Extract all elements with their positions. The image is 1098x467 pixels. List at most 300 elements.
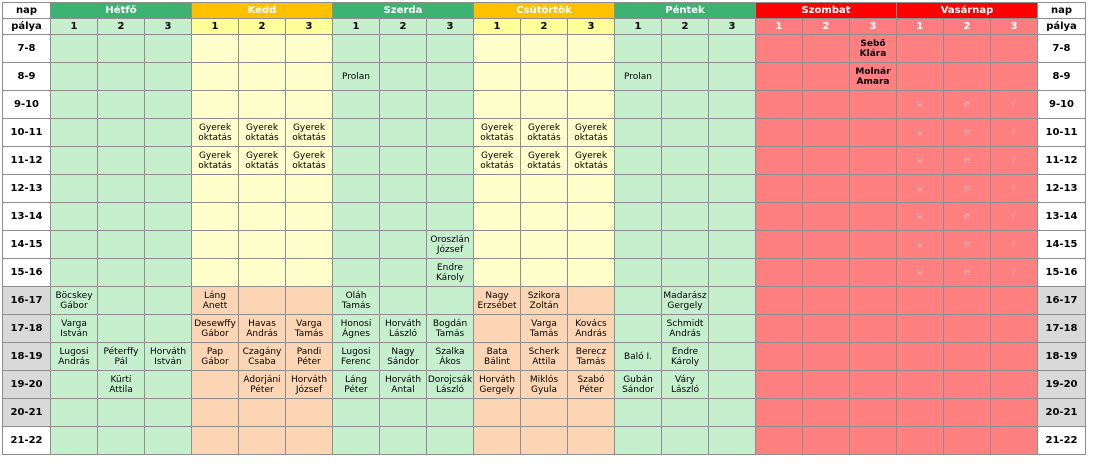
slot-cell[interactable] <box>239 203 286 231</box>
booking-cell[interactable] <box>192 147 239 175</box>
slot-cell[interactable] <box>427 63 474 91</box>
slot-cell[interactable] <box>286 63 333 91</box>
slot-cell[interactable] <box>239 35 286 63</box>
slot-cell[interactable] <box>145 119 192 147</box>
slot-cell[interactable] <box>427 287 474 315</box>
slot-cell[interactable] <box>991 287 1038 315</box>
slot-cell[interactable] <box>98 203 145 231</box>
booking-cell[interactable] <box>333 315 380 343</box>
slot-cell[interactable] <box>333 175 380 203</box>
slot-cell[interactable] <box>944 287 991 315</box>
booking-cell[interactable] <box>991 231 1038 259</box>
slot-cell[interactable] <box>756 343 803 371</box>
slot-cell[interactable] <box>521 91 568 119</box>
slot-cell[interactable] <box>944 35 991 63</box>
slot-cell[interactable] <box>897 371 944 399</box>
booking-cell[interactable] <box>897 147 944 175</box>
slot-cell[interactable] <box>380 119 427 147</box>
booking-cell[interactable] <box>427 343 474 371</box>
slot-cell[interactable] <box>51 119 98 147</box>
booking-cell[interactable] <box>239 315 286 343</box>
slot-cell[interactable] <box>145 399 192 427</box>
slot-cell[interactable] <box>427 91 474 119</box>
slot-cell[interactable] <box>709 287 756 315</box>
booking-cell[interactable] <box>474 147 521 175</box>
slot-cell[interactable] <box>991 371 1038 399</box>
slot-cell[interactable] <box>474 427 521 455</box>
booking-cell[interactable] <box>850 35 897 63</box>
booking-cell[interactable] <box>333 343 380 371</box>
slot-cell[interactable] <box>98 35 145 63</box>
slot-cell[interactable] <box>98 119 145 147</box>
booking-cell[interactable] <box>474 119 521 147</box>
slot-cell[interactable] <box>568 399 615 427</box>
slot-cell[interactable] <box>145 287 192 315</box>
slot-cell[interactable] <box>756 287 803 315</box>
slot-cell[interactable] <box>427 119 474 147</box>
slot-cell[interactable] <box>662 91 709 119</box>
booking-cell[interactable] <box>897 203 944 231</box>
booking-cell[interactable] <box>474 371 521 399</box>
slot-cell[interactable] <box>850 343 897 371</box>
slot-cell[interactable] <box>568 231 615 259</box>
slot-cell[interactable] <box>521 399 568 427</box>
booking-cell[interactable] <box>897 119 944 147</box>
booking-cell[interactable] <box>521 315 568 343</box>
slot-cell[interactable] <box>803 315 850 343</box>
slot-cell[interactable] <box>98 63 145 91</box>
booking-cell[interactable] <box>192 343 239 371</box>
slot-cell[interactable] <box>615 259 662 287</box>
booking-cell[interactable] <box>850 63 897 91</box>
slot-cell[interactable] <box>239 63 286 91</box>
booking-cell[interactable] <box>333 63 380 91</box>
slot-cell[interactable] <box>615 119 662 147</box>
slot-cell[interactable] <box>756 315 803 343</box>
slot-cell[interactable] <box>380 427 427 455</box>
slot-cell[interactable] <box>709 175 756 203</box>
slot-cell[interactable] <box>709 203 756 231</box>
booking-cell[interactable] <box>192 119 239 147</box>
booking-cell[interactable] <box>521 147 568 175</box>
slot-cell[interactable] <box>521 259 568 287</box>
slot-cell[interactable] <box>991 63 1038 91</box>
slot-cell[interactable] <box>286 399 333 427</box>
slot-cell[interactable] <box>756 35 803 63</box>
slot-cell[interactable] <box>98 147 145 175</box>
slot-cell[interactable] <box>662 231 709 259</box>
slot-cell[interactable] <box>803 371 850 399</box>
slot-cell[interactable] <box>803 203 850 231</box>
slot-cell[interactable] <box>756 399 803 427</box>
slot-cell[interactable] <box>333 427 380 455</box>
slot-cell[interactable] <box>850 259 897 287</box>
slot-cell[interactable] <box>145 427 192 455</box>
slot-cell[interactable] <box>568 259 615 287</box>
slot-cell[interactable] <box>239 231 286 259</box>
slot-cell[interactable] <box>474 399 521 427</box>
slot-cell[interactable] <box>239 175 286 203</box>
slot-cell[interactable] <box>897 427 944 455</box>
slot-cell[interactable] <box>51 371 98 399</box>
slot-cell[interactable] <box>474 91 521 119</box>
slot-cell[interactable] <box>850 427 897 455</box>
booking-cell[interactable] <box>944 119 991 147</box>
slot-cell[interactable] <box>803 231 850 259</box>
slot-cell[interactable] <box>709 147 756 175</box>
booking-cell[interactable] <box>991 119 1038 147</box>
booking-cell[interactable] <box>991 259 1038 287</box>
slot-cell[interactable] <box>286 35 333 63</box>
booking-cell[interactable] <box>991 175 1038 203</box>
slot-cell[interactable] <box>662 427 709 455</box>
booking-cell[interactable] <box>192 287 239 315</box>
slot-cell[interactable] <box>944 343 991 371</box>
slot-cell[interactable] <box>474 203 521 231</box>
slot-cell[interactable] <box>850 119 897 147</box>
slot-cell[interactable] <box>286 427 333 455</box>
slot-cell[interactable] <box>98 175 145 203</box>
slot-cell[interactable] <box>897 343 944 371</box>
slot-cell[interactable] <box>51 399 98 427</box>
slot-cell[interactable] <box>521 427 568 455</box>
slot-cell[interactable] <box>98 287 145 315</box>
slot-cell[interactable] <box>333 91 380 119</box>
slot-cell[interactable] <box>239 287 286 315</box>
slot-cell[interactable] <box>991 35 1038 63</box>
booking-cell[interactable] <box>568 343 615 371</box>
slot-cell[interactable] <box>333 119 380 147</box>
slot-cell[interactable] <box>615 35 662 63</box>
booking-cell[interactable] <box>286 119 333 147</box>
slot-cell[interactable] <box>991 399 1038 427</box>
slot-cell[interactable] <box>709 119 756 147</box>
slot-cell[interactable] <box>991 343 1038 371</box>
booking-cell[interactable] <box>521 371 568 399</box>
slot-cell[interactable] <box>568 203 615 231</box>
slot-cell[interactable] <box>98 399 145 427</box>
slot-cell[interactable] <box>521 63 568 91</box>
slot-cell[interactable] <box>756 259 803 287</box>
booking-cell[interactable] <box>286 343 333 371</box>
slot-cell[interactable] <box>662 119 709 147</box>
booking-cell[interactable] <box>239 371 286 399</box>
slot-cell[interactable] <box>803 35 850 63</box>
slot-cell[interactable] <box>850 371 897 399</box>
slot-cell[interactable] <box>192 399 239 427</box>
slot-cell[interactable] <box>51 147 98 175</box>
booking-cell[interactable] <box>145 343 192 371</box>
booking-cell[interactable] <box>521 119 568 147</box>
booking-cell[interactable] <box>897 175 944 203</box>
slot-cell[interactable] <box>145 63 192 91</box>
slot-cell[interactable] <box>51 91 98 119</box>
booking-cell[interactable] <box>239 343 286 371</box>
slot-cell[interactable] <box>192 35 239 63</box>
booking-cell[interactable] <box>286 147 333 175</box>
slot-cell[interactable] <box>897 399 944 427</box>
slot-cell[interactable] <box>756 91 803 119</box>
slot-cell[interactable] <box>333 231 380 259</box>
slot-cell[interactable] <box>850 175 897 203</box>
slot-cell[interactable] <box>850 91 897 119</box>
slot-cell[interactable] <box>51 231 98 259</box>
slot-cell[interactable] <box>709 315 756 343</box>
booking-cell[interactable] <box>333 287 380 315</box>
slot-cell[interactable] <box>991 315 1038 343</box>
slot-cell[interactable] <box>427 175 474 203</box>
slot-cell[interactable] <box>803 91 850 119</box>
slot-cell[interactable] <box>850 203 897 231</box>
booking-cell[interactable] <box>568 315 615 343</box>
slot-cell[interactable] <box>709 63 756 91</box>
slot-cell[interactable] <box>145 91 192 119</box>
slot-cell[interactable] <box>568 175 615 203</box>
slot-cell[interactable] <box>709 259 756 287</box>
booking-cell[interactable] <box>897 91 944 119</box>
booking-cell[interactable] <box>944 175 991 203</box>
slot-cell[interactable] <box>427 35 474 63</box>
slot-cell[interactable] <box>286 203 333 231</box>
slot-cell[interactable] <box>756 427 803 455</box>
booking-cell[interactable] <box>568 147 615 175</box>
slot-cell[interactable] <box>756 203 803 231</box>
slot-cell[interactable] <box>474 63 521 91</box>
slot-cell[interactable] <box>850 315 897 343</box>
slot-cell[interactable] <box>662 203 709 231</box>
booking-cell[interactable] <box>474 287 521 315</box>
slot-cell[interactable] <box>521 203 568 231</box>
slot-cell[interactable] <box>474 231 521 259</box>
slot-cell[interactable] <box>991 427 1038 455</box>
slot-cell[interactable] <box>850 399 897 427</box>
slot-cell[interactable] <box>51 175 98 203</box>
slot-cell[interactable] <box>662 63 709 91</box>
booking-cell[interactable] <box>615 371 662 399</box>
slot-cell[interactable] <box>944 315 991 343</box>
slot-cell[interactable] <box>756 63 803 91</box>
slot-cell[interactable] <box>427 399 474 427</box>
slot-cell[interactable] <box>51 259 98 287</box>
slot-cell[interactable] <box>615 231 662 259</box>
slot-cell[interactable] <box>709 91 756 119</box>
slot-cell[interactable] <box>239 427 286 455</box>
booking-cell[interactable] <box>51 343 98 371</box>
booking-cell[interactable] <box>474 343 521 371</box>
booking-cell[interactable] <box>427 231 474 259</box>
booking-cell[interactable] <box>897 259 944 287</box>
slot-cell[interactable] <box>286 287 333 315</box>
slot-cell[interactable] <box>333 35 380 63</box>
slot-cell[interactable] <box>897 287 944 315</box>
slot-cell[interactable] <box>380 35 427 63</box>
slot-cell[interactable] <box>803 63 850 91</box>
slot-cell[interactable] <box>239 259 286 287</box>
slot-cell[interactable] <box>756 147 803 175</box>
slot-cell[interactable] <box>51 427 98 455</box>
slot-cell[interactable] <box>662 35 709 63</box>
booking-cell[interactable] <box>991 203 1038 231</box>
booking-cell[interactable] <box>333 371 380 399</box>
slot-cell[interactable] <box>803 343 850 371</box>
booking-cell[interactable] <box>427 371 474 399</box>
slot-cell[interactable] <box>615 203 662 231</box>
slot-cell[interactable] <box>709 427 756 455</box>
booking-cell[interactable] <box>192 315 239 343</box>
slot-cell[interactable] <box>474 315 521 343</box>
slot-cell[interactable] <box>145 175 192 203</box>
booking-cell[interactable] <box>615 343 662 371</box>
slot-cell[interactable] <box>192 175 239 203</box>
slot-cell[interactable] <box>709 399 756 427</box>
slot-cell[interactable] <box>709 231 756 259</box>
booking-cell[interactable] <box>662 343 709 371</box>
slot-cell[interactable] <box>944 371 991 399</box>
slot-cell[interactable] <box>192 371 239 399</box>
slot-cell[interactable] <box>192 231 239 259</box>
booking-cell[interactable] <box>897 231 944 259</box>
slot-cell[interactable] <box>286 175 333 203</box>
slot-cell[interactable] <box>427 147 474 175</box>
slot-cell[interactable] <box>427 427 474 455</box>
booking-cell[interactable] <box>51 287 98 315</box>
slot-cell[interactable] <box>568 63 615 91</box>
booking-cell[interactable] <box>615 63 662 91</box>
slot-cell[interactable] <box>380 399 427 427</box>
booking-cell[interactable] <box>380 315 427 343</box>
booking-cell[interactable] <box>991 91 1038 119</box>
booking-cell[interactable] <box>944 259 991 287</box>
booking-cell[interactable] <box>944 231 991 259</box>
booking-cell[interactable] <box>427 259 474 287</box>
booking-cell[interactable] <box>521 343 568 371</box>
slot-cell[interactable] <box>568 427 615 455</box>
slot-cell[interactable] <box>474 35 521 63</box>
slot-cell[interactable] <box>662 147 709 175</box>
slot-cell[interactable] <box>145 203 192 231</box>
slot-cell[interactable] <box>944 427 991 455</box>
slot-cell[interactable] <box>98 259 145 287</box>
slot-cell[interactable] <box>803 175 850 203</box>
slot-cell[interactable] <box>286 91 333 119</box>
slot-cell[interactable] <box>474 175 521 203</box>
slot-cell[interactable] <box>850 147 897 175</box>
booking-cell[interactable] <box>944 147 991 175</box>
slot-cell[interactable] <box>192 427 239 455</box>
slot-cell[interactable] <box>615 287 662 315</box>
slot-cell[interactable] <box>803 427 850 455</box>
slot-cell[interactable] <box>474 259 521 287</box>
slot-cell[interactable] <box>380 203 427 231</box>
slot-cell[interactable] <box>850 287 897 315</box>
booking-cell[interactable] <box>662 315 709 343</box>
booking-cell[interactable] <box>98 371 145 399</box>
slot-cell[interactable] <box>145 147 192 175</box>
slot-cell[interactable] <box>380 231 427 259</box>
slot-cell[interactable] <box>615 147 662 175</box>
booking-cell[interactable] <box>98 343 145 371</box>
booking-cell[interactable] <box>286 371 333 399</box>
slot-cell[interactable] <box>51 203 98 231</box>
slot-cell[interactable] <box>145 231 192 259</box>
slot-cell[interactable] <box>98 91 145 119</box>
slot-cell[interactable] <box>239 91 286 119</box>
slot-cell[interactable] <box>756 119 803 147</box>
slot-cell[interactable] <box>380 259 427 287</box>
booking-cell[interactable] <box>239 147 286 175</box>
slot-cell[interactable] <box>333 259 380 287</box>
slot-cell[interactable] <box>286 231 333 259</box>
slot-cell[interactable] <box>98 427 145 455</box>
slot-cell[interactable] <box>756 231 803 259</box>
slot-cell[interactable] <box>897 35 944 63</box>
slot-cell[interactable] <box>568 287 615 315</box>
booking-cell[interactable] <box>380 371 427 399</box>
slot-cell[interactable] <box>803 147 850 175</box>
slot-cell[interactable] <box>145 315 192 343</box>
booking-cell[interactable] <box>944 203 991 231</box>
slot-cell[interactable] <box>521 175 568 203</box>
slot-cell[interactable] <box>568 35 615 63</box>
slot-cell[interactable] <box>803 399 850 427</box>
slot-cell[interactable] <box>192 63 239 91</box>
slot-cell[interactable] <box>615 427 662 455</box>
slot-cell[interactable] <box>98 231 145 259</box>
slot-cell[interactable] <box>427 203 474 231</box>
slot-cell[interactable] <box>51 63 98 91</box>
booking-cell[interactable] <box>380 343 427 371</box>
slot-cell[interactable] <box>897 63 944 91</box>
booking-cell[interactable] <box>662 371 709 399</box>
booking-cell[interactable] <box>427 315 474 343</box>
slot-cell[interactable] <box>333 147 380 175</box>
slot-cell[interactable] <box>145 259 192 287</box>
slot-cell[interactable] <box>615 399 662 427</box>
slot-cell[interactable] <box>709 371 756 399</box>
booking-cell[interactable] <box>991 147 1038 175</box>
slot-cell[interactable] <box>803 119 850 147</box>
booking-cell[interactable] <box>568 119 615 147</box>
slot-cell[interactable] <box>803 259 850 287</box>
slot-cell[interactable] <box>662 399 709 427</box>
booking-cell[interactable] <box>662 287 709 315</box>
slot-cell[interactable] <box>521 35 568 63</box>
slot-cell[interactable] <box>145 35 192 63</box>
slot-cell[interactable] <box>521 231 568 259</box>
slot-cell[interactable] <box>145 371 192 399</box>
slot-cell[interactable] <box>51 35 98 63</box>
slot-cell[interactable] <box>756 175 803 203</box>
slot-cell[interactable] <box>709 343 756 371</box>
slot-cell[interactable] <box>239 399 286 427</box>
booking-cell[interactable] <box>521 287 568 315</box>
slot-cell[interactable] <box>98 315 145 343</box>
slot-cell[interactable] <box>897 315 944 343</box>
slot-cell[interactable] <box>662 259 709 287</box>
slot-cell[interactable] <box>380 63 427 91</box>
slot-cell[interactable] <box>333 399 380 427</box>
slot-cell[interactable] <box>192 259 239 287</box>
booking-cell[interactable] <box>239 119 286 147</box>
slot-cell[interactable] <box>944 63 991 91</box>
slot-cell[interactable] <box>380 147 427 175</box>
slot-cell[interactable] <box>615 91 662 119</box>
slot-cell[interactable] <box>568 91 615 119</box>
slot-cell[interactable] <box>803 287 850 315</box>
slot-cell[interactable] <box>850 231 897 259</box>
slot-cell[interactable] <box>662 175 709 203</box>
booking-cell[interactable] <box>568 371 615 399</box>
